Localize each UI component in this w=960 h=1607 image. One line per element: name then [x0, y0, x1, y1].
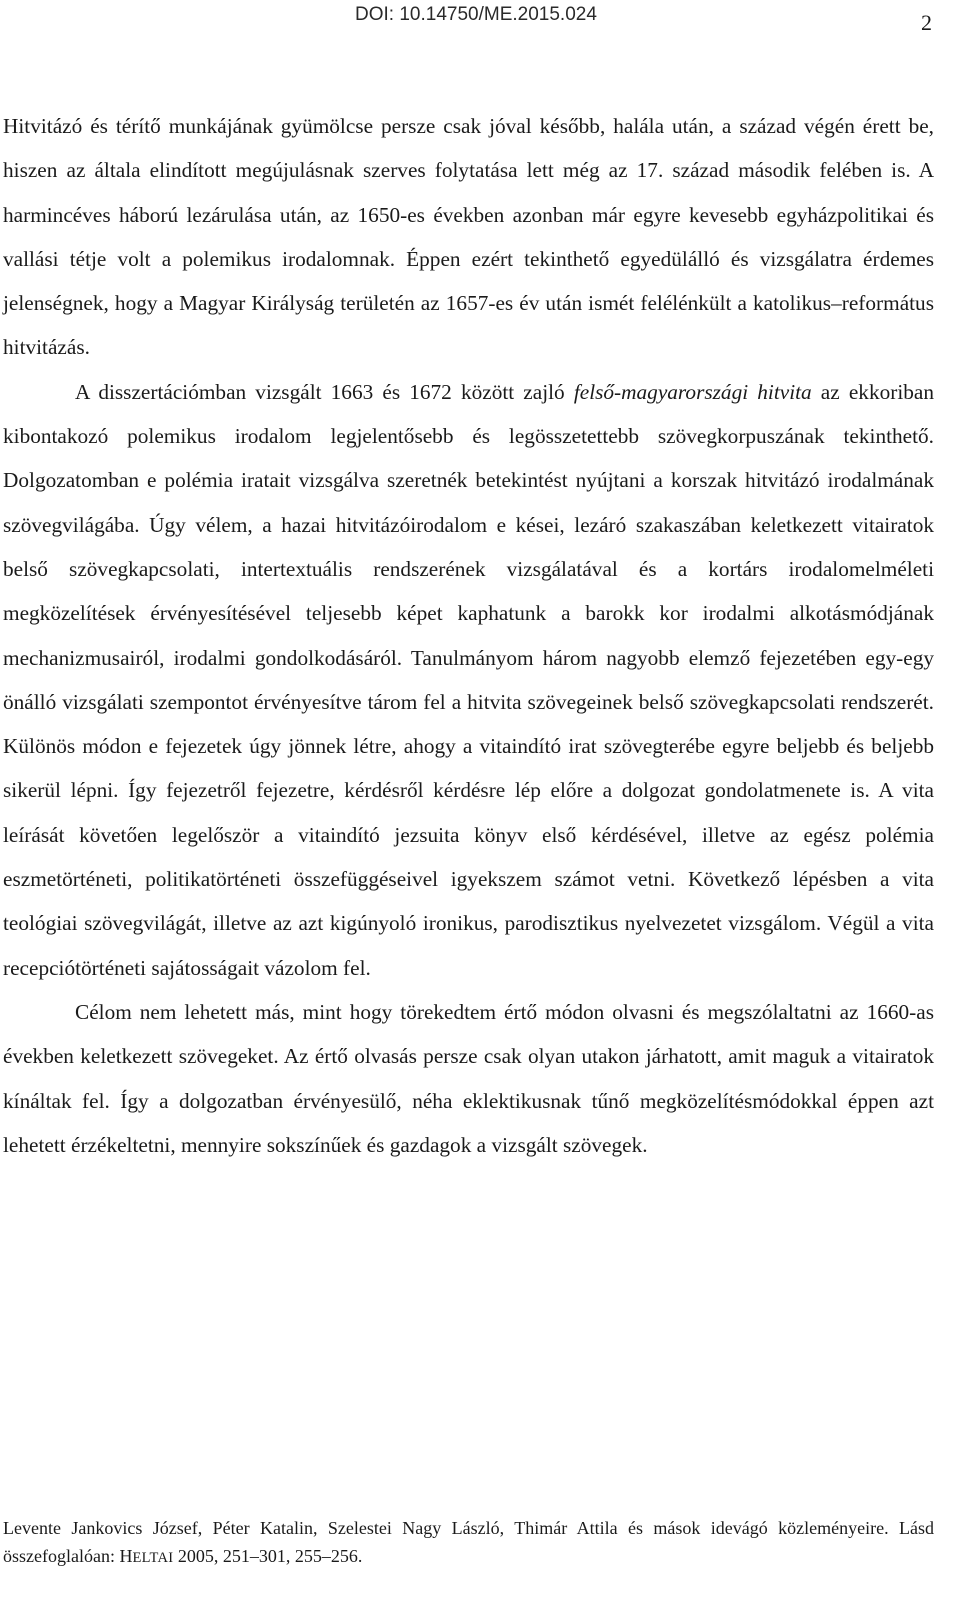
footnote — [3, 1514, 934, 1572]
paragraph-3 — [3, 990, 934, 1167]
doi-label: DOI: 10.14750/ME.2015.024 — [355, 4, 597, 25]
paragraph-1-text: Hitvitázó és térítő munkájának gyümölcse persze csak jóval később, halála után, a század végén érett be, hiszen az általa elindított megújulásnak szerves folytatása lett még az 17. század második felében is. A harmincéves háború lezárulása után, az 1650-es években azonban már egyre kevesebb egyházpolitikai és vallási tétje volt a polemikus irodalomnak. Éppen ezért tekinthető egyedülálló és vizsgálatra érdemes jelenségnek, hogy a Magyar Királyság területén az 1657-es év után ismét felélénkült a katolikus–református hitvitázás. — [3, 114, 934, 360]
paragraph-3-text: Célom nem lehetett más, mint hogy törekedtem értő módon olvasni és megszólaltatni az 1660-as években keletkezett szövegeket. Az értő olvasás persze csak olyan utakon járhatott, amit maguk a vitairatok kínáltak fel. Így a dolgozatban érvényesülő, néha eklektikusnak tűnő megközelítésmódokkal éppen azt lehetett érzékeltetni, mennyire sokszínűek és gazdagok a vizsgált szövegek. — [3, 999, 934, 1157]
footnote-text-a: Levente Jankovics József, Péter Katalin, Szelestei Nagy László, Thimár Attila és mások idevágó közleményeire. Lásd összefoglalóan: H — [3, 1518, 934, 1566]
page-header — [0, 4, 960, 44]
paragraph-2 — [3, 370, 934, 990]
body-text — [3, 104, 934, 1167]
paragraph-1 — [3, 104, 934, 370]
footnote-text-b: 2005, 251–301, 255–256. — [173, 1546, 363, 1566]
paragraph-2-text-b: az ekkoriban kibontakozó polemikus irodalom legjelentősebb és legösszetettebb szövegkorpuszának tekinthető. Dolgozatomban e polémia iratait vizsgálva szeretnék betekintést nyújtani a korszak hitvitázó irodalmának szövegvilágába. Úgy vélem, a hazai hitvitázóirodalom e kései, lezáró szakaszában keletkezett vitairatok belső szövegkapcsolati, intertextuális rendszerének vizsgálatával és a kortárs irodalomelméleti megközelítések érvényesítésével teljesebb képet kaphatunk a barokk kor irodalmi alkotásmódjának mechanizmusairól, irodalmi gondolkodásáról. Tanulmányom három nagyobb elemző fejezetében egy-egy önálló vizsgálati szempontot érvényesítve tárom fel a hitvita szövegeinek belső szövegkapcsolati rendszerét. Különös módon e fejezetek úgy jönnek létre, ahogy a vitaindító irat szövegterébe egyre beljebb és beljebb sikerül lépni. Így fejezetről fejezetre, kérdésről kérdésre lép előre a dolgozat gondolatmenete is. A vita leírását követően legelőször a vitaindító jezsuita könyv első kérdésével, illetve az egész polémia eszmetörténeti, politikatörténeti összefüggéseivel igyekszem számot vetni. Következő lépésben a vita teológiai szövegvilágát, illetve az azt kigúnyoló ironikus, parodisztikus nyelvezetet vizsgálom. Végül a vita recepciótörténeti sajátosságait vázolom fel. — [3, 379, 934, 980]
footnote-smallcaps: ELTAI — [132, 1550, 174, 1566]
page-number: 2 — [921, 10, 932, 35]
paragraph-2-text-a: A disszertációmban vizsgált 1663 és 1672 között zajló — [75, 379, 574, 404]
paragraph-2-italic: felső-magyarországi hitvita — [573, 379, 812, 404]
